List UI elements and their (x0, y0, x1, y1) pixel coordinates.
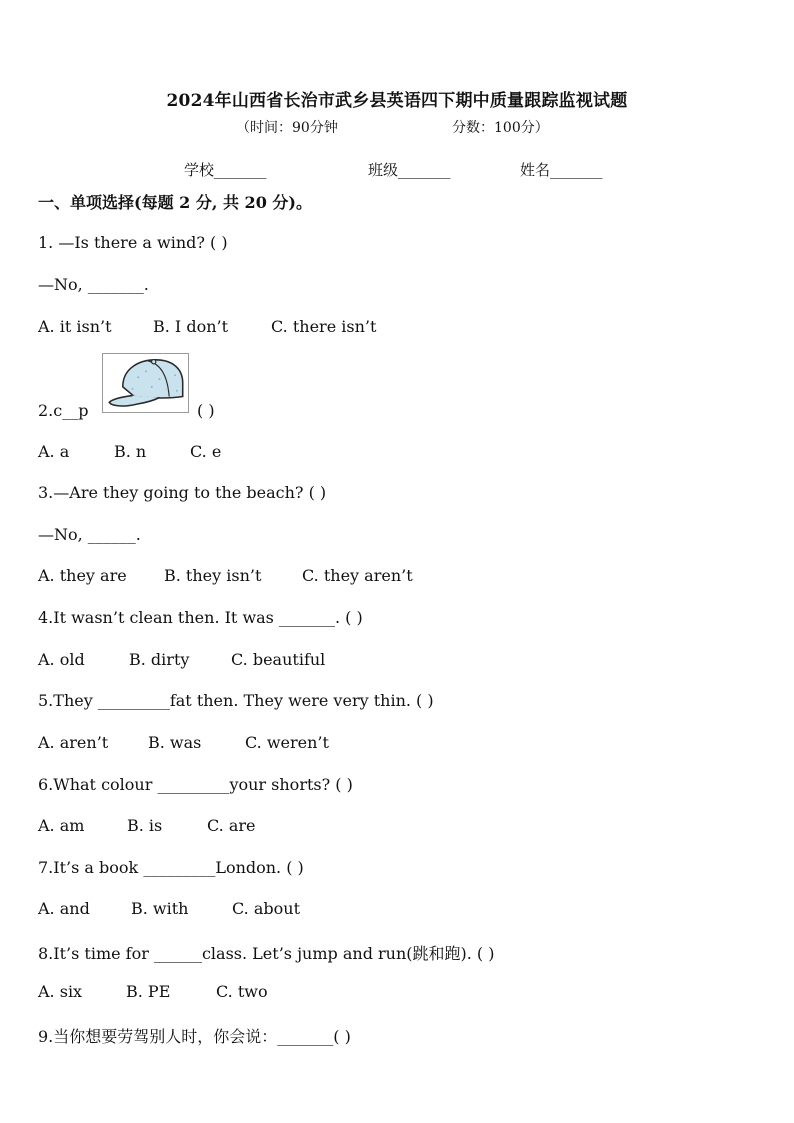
option-b: B. n (114, 442, 147, 461)
question-8-stem: 8.It’s time for ______class. Let’s jump and run(跳和跑). ( ) (38, 944, 495, 963)
question-3-reply: —No, ______. (38, 525, 141, 544)
option-a: A. they are (38, 566, 127, 585)
option-a: A. aren’t (38, 733, 109, 752)
question-2-stem: 2.c__p (38, 401, 89, 420)
option-c: C. two (216, 982, 268, 1001)
name-field: 姓名_______ (520, 161, 603, 179)
option-a: A. am (38, 816, 85, 835)
option-c: C. there isn’t (271, 317, 377, 336)
section-heading: 一、单项选择(每题 2 分, 共 20 分)。 (38, 193, 312, 212)
question-9-stem: 9.当你想要劳驾别人时，你会说：_______( ) (38, 1027, 351, 1046)
option-c: C. beautiful (231, 650, 326, 669)
option-b: B. is (127, 816, 163, 835)
option-b: B. they isn’t (164, 566, 262, 585)
cap-illustration (103, 354, 188, 412)
cap-icon (102, 353, 189, 413)
option-b: B. was (148, 733, 202, 752)
class-field: 班级_______ (368, 161, 451, 179)
option-c: C. weren’t (245, 733, 329, 752)
question-6-stem: 6.What colour _________your shorts? ( ) (38, 775, 353, 794)
option-a: A. it isn’t (38, 317, 112, 336)
question-1-stem: 1. —Is there a wind? ( ) (38, 233, 228, 252)
score-label: 分数：100分） (452, 120, 549, 136)
option-c: C. they aren’t (302, 566, 413, 585)
question-1-reply: —No, _______. (38, 275, 149, 294)
option-c: C. e (190, 442, 222, 461)
option-b: B. PE (126, 982, 171, 1001)
question-4-stem: 4.It wasn’t clean then. It was _______. ( ) (38, 608, 363, 627)
option-a: A. old (38, 650, 85, 669)
question-5-stem: 5.They _________fat then. They were very thin. ( ) (38, 691, 434, 710)
school-field: 学校_______ (184, 161, 267, 179)
time-label: （时间：90分钟 (236, 120, 338, 136)
option-b: B. dirty (129, 650, 190, 669)
option-a: A. and (38, 899, 90, 918)
question-7-stem: 7.It’s a book _________London. ( ) (38, 858, 304, 877)
option-b: B. I don’t (153, 317, 229, 336)
option-b: B. with (131, 899, 189, 918)
option-a: A. a (38, 442, 70, 461)
question-3-stem: 3.—Are they going to the beach? ( ) (38, 483, 327, 502)
option-c: C. about (232, 899, 300, 918)
page-title: 2024年山西省长治市武乡县英语四下期中质量跟踪监视试题 (166, 91, 628, 111)
option-c: C. are (207, 816, 256, 835)
question-2-answer-blank: ( ) (197, 401, 215, 420)
option-a: A. six (38, 982, 83, 1001)
